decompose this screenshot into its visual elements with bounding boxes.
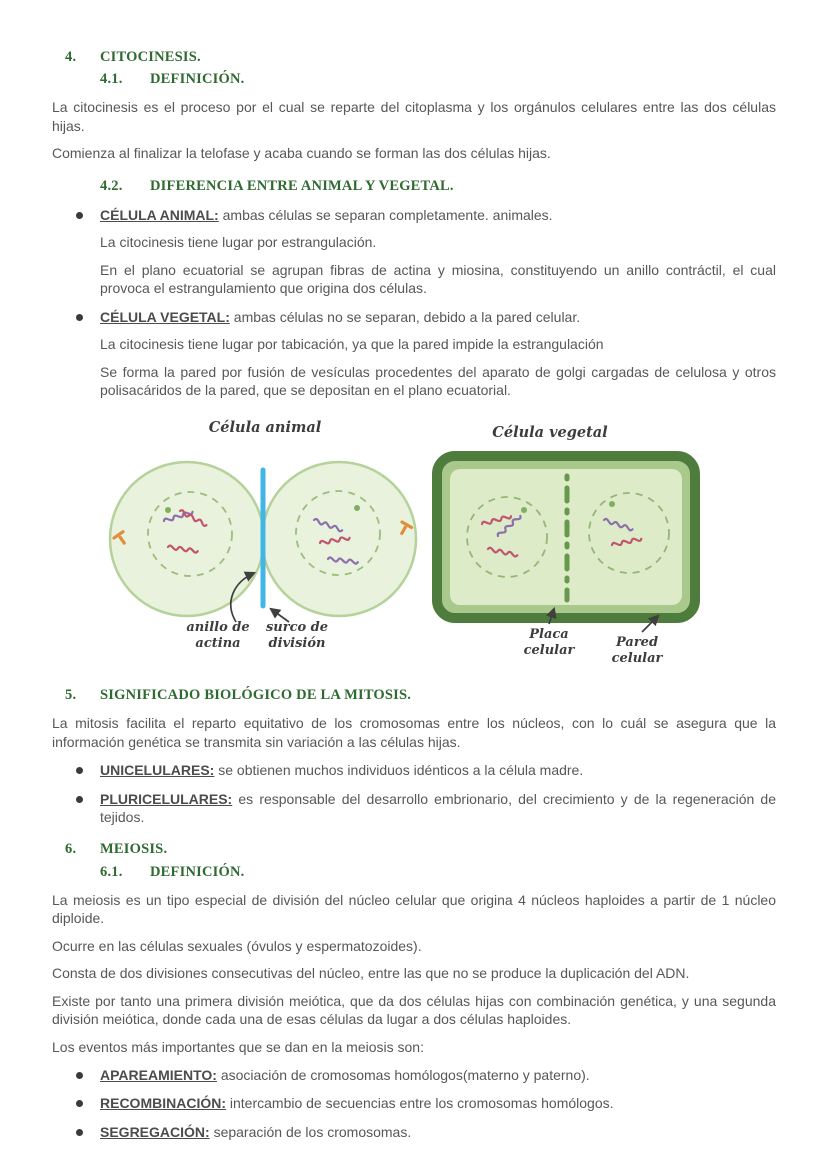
animal-cell-left <box>110 462 264 616</box>
section-heading-4 <box>52 48 776 67</box>
paragraph: Consta de dos divisiones consecutivas del núcleo, entre las que no se produce la duplicación del ADN. <box>52 965 690 982</box>
subsection-number: 4.2. <box>100 177 123 194</box>
bullet-dot <box>76 1129 83 1136</box>
section-title: SIGNIFICADO BIOLÓGICO DE LA MITOSIS. <box>100 687 412 703</box>
list-term: PLURICELULARES: <box>100 790 233 807</box>
subsection-heading-4-2 <box>52 177 776 196</box>
cytokinesis-diagram <box>52 416 776 668</box>
list-item-recombinacion <box>52 1094 776 1112</box>
paragraph: Comienza al finalizar la telofase y acaba cuando se forman las dos células hijas. <box>52 145 551 162</box>
list-item-lead <box>100 206 776 224</box>
paragraph: Ocurre en las células sexuales (óvulos y espermatozoides). <box>52 937 422 954</box>
subsection-title: DEFINICIÓN. <box>150 863 245 880</box>
bullet-dot <box>76 314 83 321</box>
list-item-content <box>100 761 776 779</box>
section-number: 5. <box>65 687 77 703</box>
paragraph: La citocinesis tiene lugar por tabicación, ya que la pared impide la estrangulación <box>100 336 604 353</box>
bullet-dot <box>76 1100 83 1107</box>
list-item-unicelulares <box>52 761 776 779</box>
list-item-content <box>100 790 776 827</box>
vegetal-cell-title: Célula vegetal <box>492 423 608 441</box>
pared-celular-label: Pared <box>615 634 659 650</box>
subsection-heading-6-1 <box>52 863 776 882</box>
list-item-lead <box>100 308 776 326</box>
list-item-content <box>100 206 776 298</box>
surco-de-division-label: surco de <box>265 619 329 635</box>
list-term: APAREAMIENTO: <box>100 1067 217 1083</box>
list-item-apareamiento <box>52 1066 776 1084</box>
list-item-content <box>100 308 776 400</box>
list-item-pluricelulares <box>52 790 776 827</box>
paragraph: En el plano ecuatorial se agrupan fibras de actina y miosina, constituyendo un anillo contráctil, el cual provoca el estrangulamiento que origina dos células. <box>100 261 776 297</box>
section-heading-5 <box>52 686 776 705</box>
list-item-lead <box>100 1123 776 1141</box>
anillo-de-actina-label: actina <box>195 635 241 651</box>
list-text: separación de los cromosomas. <box>213 1123 412 1140</box>
list-item-lead <box>100 761 776 779</box>
list-text: ambas células se separan completamente. animales. <box>222 206 553 223</box>
paragraph: La mitosis facilita el reparto equitativo de los cromosomas entre los núcleos, con lo cuál se asegura que la información genética se transmita sin variación a las células hijas. <box>52 715 776 750</box>
list-text: se obtienen muchos individuos idénticos a la célula madre. <box>218 762 584 779</box>
bullet-dot <box>76 212 83 219</box>
list-item-celula-vegetal <box>52 308 776 400</box>
paragraph: Los eventos más importantes que se dan en la meiosis son: <box>52 1038 424 1055</box>
subsection-number: 6.1. <box>100 863 123 880</box>
bullet-dot <box>76 1072 83 1079</box>
list-item-segregacion <box>52 1123 776 1141</box>
section-title: CITOCINESIS. <box>100 49 201 65</box>
paragraph: La citocinesis es el proceso por el cual se reparte del citoplasma y los orgánulos celulares entre las dos células hijas. <box>52 99 776 134</box>
bullet-dot <box>76 796 83 803</box>
animal-cell-drawing <box>110 462 416 616</box>
list-text: es responsable del desarrollo embrionario, del crecimiento y de la regeneración de tejidos. <box>100 790 777 825</box>
list-item-content <box>100 1094 776 1112</box>
section-title: MEIOSIS. <box>100 841 168 858</box>
pared-celular-label: celular <box>611 650 663 666</box>
subsection-heading-4-1 <box>52 70 776 89</box>
paragraph: Existe por tanto una primera división meiótica, que da dos células hijas con combinación genética, y una segunda división meiótica, donde cada una de esas células da lugar a dos células haploides. <box>52 992 776 1028</box>
list-text: asociación de cromosomas homólogos(materno y paterno). <box>220 1067 590 1083</box>
animal-cell-title: Célula animal <box>208 418 322 436</box>
surco-de-division-label: división <box>268 635 326 651</box>
paragraph: La citocinesis tiene lugar por estrangulación. <box>100 234 377 251</box>
placa-celular-label: celular <box>523 642 575 658</box>
placa-celular-label: Placa <box>529 626 569 642</box>
list-item-lead <box>100 790 776 827</box>
subsection-title: DEFINICIÓN. <box>150 71 245 88</box>
list-term: CÉLULA ANIMAL: <box>100 206 219 223</box>
list-term: UNICELULARES: <box>100 762 215 779</box>
subsection-number: 4.1. <box>100 71 123 88</box>
cytokinesis-figure <box>52 416 776 672</box>
section-heading-6 <box>52 840 776 859</box>
paragraph: Se forma la pared por fusión de vesículas procedentes del aparato de golgi cargadas de celulosa y otros polisacáridos de la pared, que se depositan en el plano ecuatorial. <box>100 363 776 399</box>
section-number: 6. <box>65 841 77 858</box>
list-item-lead <box>100 1094 776 1112</box>
list-text: ambas células no se separan, debido a la pared celular. <box>233 308 581 325</box>
section-number: 4. <box>65 49 77 65</box>
list-item-content <box>100 1066 776 1084</box>
list-term: CÉLULA VEGETAL: <box>100 308 230 325</box>
paragraph: La meiosis es un tipo especial de división del núcleo celular que origina 4 núcleos haploides a partir de 1 núcleo diploide. <box>52 891 776 927</box>
anillo-de-actina-label: anillo de <box>186 619 250 635</box>
vegetal-cell-drawing <box>437 456 695 618</box>
list-item-content <box>100 1123 776 1141</box>
list-text: intercambio de secuencias entre los cromosomas homólogos. <box>229 1095 614 1112</box>
list-term: SEGREGACIÓN: <box>100 1123 210 1140</box>
figure-labels <box>186 620 663 666</box>
subsection-title: DIFERENCIA ENTRE ANIMAL Y VEGETAL. <box>150 177 454 194</box>
list-term: RECOMBINACIÓN: <box>100 1095 226 1112</box>
list-item-lead <box>100 1066 776 1084</box>
list-item-celula-animal <box>52 206 776 298</box>
bullet-dot <box>76 767 83 774</box>
